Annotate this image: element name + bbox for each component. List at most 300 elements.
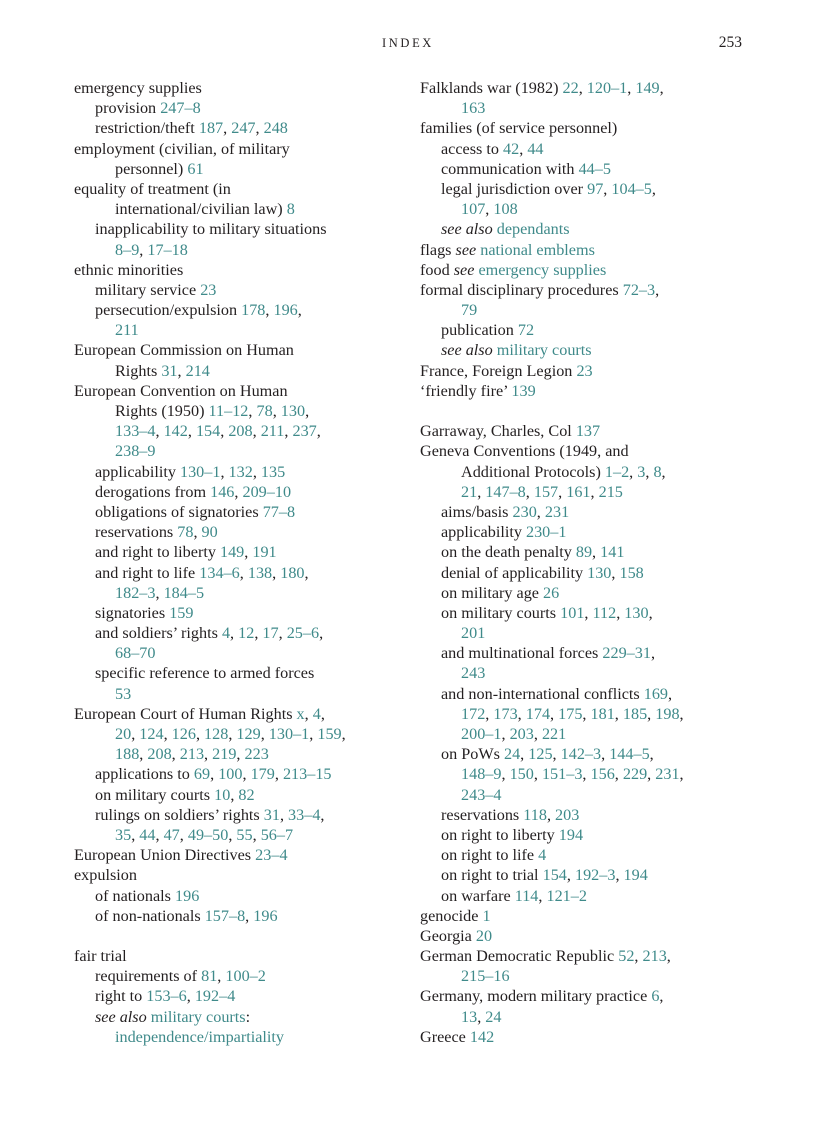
index-subentry <box>420 522 750 542</box>
page-reference[interactable]: 208 <box>228 422 253 441</box>
page-reference[interactable]: 231 <box>544 502 570 521</box>
page-reference[interactable]: emergency supplies <box>478 260 607 279</box>
page-reference[interactable]: 26 <box>543 583 560 602</box>
index-continuation <box>420 300 750 320</box>
page-reference[interactable]: 196 <box>273 301 298 320</box>
page-reference[interactable]: 120–1 <box>586 79 628 97</box>
entry-text: derogations from <box>95 482 211 501</box>
page-reference[interactable]: 42 <box>503 139 520 158</box>
page-reference[interactable]: 229–31 <box>602 644 651 663</box>
page-reference[interactable]: 159 <box>317 725 342 743</box>
see-also-label: see also <box>95 1007 147 1026</box>
page-reference[interactable]: 203 <box>555 805 580 824</box>
page-reference[interactable]: 151–3 <box>541 765 583 784</box>
index-subentry <box>74 805 404 825</box>
page-reference[interactable]: 142–3 <box>560 745 602 764</box>
page-reference[interactable]: 172 <box>461 704 486 723</box>
entry-text: , <box>316 422 321 441</box>
page-reference[interactable]: 10 <box>214 785 231 804</box>
page-reference[interactable]: 126 <box>171 725 196 743</box>
page-reference[interactable]: 219 <box>212 745 237 764</box>
page-reference[interactable]: 159 <box>169 603 194 622</box>
entry-text: applicability <box>441 523 526 542</box>
page-number: 253 <box>718 34 742 51</box>
entry-text: , <box>627 79 636 97</box>
index-subentry <box>74 623 404 643</box>
index-entry <box>74 260 404 280</box>
entry-text: , <box>584 603 593 622</box>
index-subentry <box>74 886 404 906</box>
page-reference[interactable]: 130 <box>624 603 649 622</box>
index-subentry <box>74 906 404 926</box>
index-subentry <box>74 563 404 583</box>
index-entry <box>420 240 750 260</box>
entry-text: , <box>647 765 656 784</box>
entry-text: , <box>179 825 188 844</box>
page-reference[interactable]: 130–1 <box>179 462 221 481</box>
index-entry <box>420 260 750 280</box>
page-reference[interactable]: 24 <box>485 1007 502 1026</box>
entry-text: , <box>661 462 666 481</box>
page-reference[interactable]: 141 <box>600 543 625 562</box>
page-reference[interactable]: 4 <box>312 704 321 723</box>
page-reference[interactable]: 231 <box>655 765 680 784</box>
page-reference[interactable]: 223 <box>244 745 269 764</box>
entry-text: applicability <box>95 462 180 481</box>
page-reference[interactable]: 175 <box>558 704 583 723</box>
page-reference[interactable]: military courts <box>496 341 592 360</box>
page-reference[interactable]: 72–3 <box>622 280 656 299</box>
page-reference[interactable]: 90 <box>201 523 218 542</box>
index-entry <box>420 118 750 138</box>
entry-text: , <box>163 725 172 743</box>
entry-text: rulings on soldiers’ rights <box>95 805 264 824</box>
page-reference[interactable]: 243–4 <box>461 785 502 804</box>
entry-text: international/civilian law) <box>115 200 287 219</box>
entry-text: : <box>245 1007 251 1026</box>
page-reference[interactable]: 82 <box>238 785 255 804</box>
entry-text: flags <box>420 240 456 259</box>
index-continuation <box>420 199 750 219</box>
page-reference[interactable]: 208 <box>147 745 172 764</box>
page-reference[interactable]: 142 <box>469 1027 495 1046</box>
page-reference[interactable]: 108 <box>493 200 518 219</box>
entry-text: , <box>195 725 205 743</box>
page-reference[interactable]: 150 <box>509 765 534 784</box>
entry-text: genocide <box>420 906 483 925</box>
page-reference[interactable]: 78 <box>256 402 273 420</box>
index-subentry <box>420 159 750 179</box>
entry-text: families (of service personnel) <box>420 119 618 138</box>
page-reference[interactable]: 213–15 <box>282 765 332 784</box>
page-reference[interactable]: 178 <box>241 301 266 320</box>
page-reference[interactable]: 248 <box>263 119 288 138</box>
entry-text: , <box>477 1007 486 1026</box>
page-reference[interactable]: 52 <box>618 947 635 966</box>
entry-text: , <box>228 825 237 844</box>
page-reference[interactable]: 12 <box>238 624 255 643</box>
index-continuation <box>420 623 750 643</box>
page-reference[interactable]: 3 <box>637 462 646 481</box>
page-reference[interactable]: 230–1 <box>525 523 567 542</box>
page-reference[interactable]: 149 <box>219 543 245 562</box>
page-reference[interactable]: dependants <box>496 220 570 239</box>
page-reference[interactable]: 13 <box>461 1007 478 1026</box>
index-continuation <box>420 482 750 502</box>
index-entry <box>74 78 404 98</box>
page-reference[interactable]: 77–8 <box>262 502 296 521</box>
page-reference[interactable]: 1 <box>482 906 491 925</box>
page-reference[interactable]: 23–4 <box>255 846 288 865</box>
entry-text: , <box>228 725 237 743</box>
letter-group-gap <box>74 926 404 946</box>
index-column-left <box>74 78 404 1047</box>
index-subentry <box>420 825 750 845</box>
page-reference[interactable]: 56–7 <box>260 825 294 844</box>
entry-text: Additional Protocols) <box>461 462 605 481</box>
page-reference[interactable]: 214 <box>185 361 210 380</box>
entry-text: Georgia <box>420 926 476 945</box>
entry-text: , <box>278 624 287 643</box>
index-subentry <box>420 886 750 906</box>
page-reference[interactable]: 49–50 <box>187 825 229 844</box>
page-reference[interactable]: 100–2 <box>225 967 266 986</box>
page-reference[interactable]: 47 <box>163 825 180 844</box>
page-reference[interactable]: 148–9 <box>461 765 502 784</box>
entry-text: , <box>304 704 313 723</box>
entry-text: employment (civilian, of military <box>74 139 290 158</box>
page-reference[interactable]: 17 <box>262 624 279 643</box>
page-reference[interactable]: 157–8 <box>204 906 246 925</box>
page-reference[interactable]: 68–70 <box>115 644 156 663</box>
index-entry <box>74 865 404 885</box>
entry-text: , <box>272 402 281 420</box>
index-entry <box>420 986 750 1006</box>
page-reference[interactable]: 128 <box>204 725 229 743</box>
page-reference[interactable]: 200–1 <box>461 725 502 743</box>
entry-text: , <box>304 563 309 582</box>
page-reference[interactable]: 188 <box>115 745 140 764</box>
entry-text: , <box>245 906 254 925</box>
page-reference[interactable]: 132 <box>228 462 253 481</box>
page-reference[interactable]: 23 <box>200 280 217 299</box>
page-reference[interactable]: 17–18 <box>147 240 188 259</box>
page-reference[interactable]: 20 <box>115 725 132 743</box>
entry-text: , <box>634 947 643 966</box>
page-reference[interactable]: 173 <box>493 704 518 723</box>
page-reference[interactable]: 229 <box>622 765 648 784</box>
page-reference[interactable]: 184–5 <box>163 583 205 602</box>
page-reference[interactable]: 154 <box>542 866 567 885</box>
page-reference[interactable]: 211 <box>115 321 139 340</box>
page-reference[interactable]: 104–5 <box>611 179 652 198</box>
page-reference[interactable]: 149 <box>635 79 660 97</box>
index-continuation <box>74 724 404 744</box>
index-subentry <box>74 966 404 986</box>
entry-text: , <box>279 805 289 824</box>
page-reference[interactable]: 44 <box>527 139 544 158</box>
entry-text: , <box>252 825 261 844</box>
page-reference[interactable]: 35 <box>115 825 132 844</box>
entry-text: right to <box>95 987 147 1006</box>
page-reference[interactable]: 72 <box>517 321 535 340</box>
entry-text: , <box>477 482 486 501</box>
index-continuation <box>420 663 750 683</box>
page-reference[interactable]: 79 <box>461 301 478 320</box>
entry-text: food <box>420 260 454 279</box>
page-reference[interactable]: 215 <box>598 482 623 501</box>
entry-text: , <box>614 704 623 723</box>
page-reference[interactable]: 158 <box>619 563 644 582</box>
page-reference[interactable]: 213 <box>179 745 205 764</box>
page-reference[interactable]: 157 <box>533 482 559 501</box>
page-reference[interactable]: 138 <box>247 563 273 582</box>
page-reference[interactable]: 124 <box>139 725 164 743</box>
page-reference[interactable]: 169 <box>643 684 669 703</box>
entry-text: , <box>210 765 219 784</box>
entry-text: , <box>520 745 529 764</box>
page-reference[interactable]: 112 <box>592 603 617 622</box>
page-reference[interactable]: 135 <box>260 462 286 481</box>
entry-text: , <box>320 704 325 723</box>
page-reference[interactable]: 198 <box>655 704 680 723</box>
page-reference[interactable]: 130–1 <box>268 725 310 743</box>
entry-text: , <box>305 402 310 420</box>
index-subentry <box>420 603 750 623</box>
index-subentry <box>74 1007 404 1027</box>
page-reference[interactable]: 144–5 <box>609 745 650 764</box>
page-reference[interactable]: 33–4 <box>288 805 321 824</box>
index-subentry <box>74 482 404 502</box>
page-reference[interactable]: 25–6 <box>286 624 320 643</box>
page-reference[interactable]: 44–5 <box>578 159 611 178</box>
index-entry <box>74 179 404 199</box>
page-reference[interactable]: 22 <box>562 79 579 97</box>
page-reference[interactable]: 4 <box>221 624 231 643</box>
page-reference[interactable]: 1–2 <box>604 462 630 481</box>
index-continuation <box>420 462 750 482</box>
entry-text: European Union Directives <box>74 846 256 865</box>
page-reference[interactable]: 61 <box>187 159 204 178</box>
index-subentry <box>74 462 404 482</box>
page-reference[interactable]: 69 <box>193 765 211 784</box>
page-reference[interactable]: 53 <box>115 684 132 703</box>
entry-text: , <box>248 402 257 420</box>
page-reference[interactable]: 125 <box>528 745 553 764</box>
page-reference[interactable]: 21 <box>461 482 478 501</box>
index-subentry <box>74 502 404 522</box>
entry-text: , <box>679 765 684 784</box>
index-continuation <box>74 684 404 704</box>
index-continuation <box>420 785 750 805</box>
entry-text: , <box>186 987 195 1006</box>
entry-text: , <box>297 301 302 320</box>
entry-text: personnel) <box>115 159 188 178</box>
entry-text: , <box>582 704 591 723</box>
page-reference[interactable]: 230 <box>512 502 537 521</box>
page-reference[interactable]: 8–9 <box>115 240 140 259</box>
page-reference[interactable]: 237 <box>292 422 317 441</box>
page-reference[interactable]: 133–4 <box>115 422 156 441</box>
page-reference[interactable]: 163 <box>461 99 486 118</box>
entry-text: , <box>533 765 542 784</box>
page-reference[interactable]: 174 <box>525 704 551 723</box>
entry-text: , <box>578 79 587 97</box>
page-reference[interactable]: 201 <box>461 624 486 643</box>
entry-text: on military age <box>441 583 544 602</box>
entry-text: , <box>582 765 591 784</box>
entry-text: on right to liberty <box>441 825 559 844</box>
page-reference[interactable]: 8 <box>653 462 662 481</box>
page-reference[interactable]: 31 <box>161 361 178 380</box>
page-reference[interactable]: 8 <box>286 200 295 219</box>
page-reference[interactable]: 23 <box>576 361 593 380</box>
index-continuation <box>74 320 404 340</box>
page-reference[interactable]: 44 <box>139 825 156 844</box>
index-subentry <box>420 845 750 865</box>
entry-text: , <box>616 603 625 622</box>
entry-text: specific reference to armed forces <box>95 664 315 683</box>
entry-text: , <box>252 422 261 441</box>
entry-text: , <box>601 745 610 764</box>
entry-text: , <box>603 179 612 198</box>
index-continuation <box>74 361 404 381</box>
page-reference[interactable]: 134–6 <box>199 563 240 582</box>
entry-text: , <box>155 583 164 602</box>
page-reference[interactable]: 130 <box>280 402 306 420</box>
entry-text: , <box>614 765 623 784</box>
page-reference[interactable]: 78 <box>177 523 194 542</box>
page-reference[interactable]: 146 <box>210 482 235 501</box>
running-header <box>74 36 742 58</box>
page-reference[interactable]: 192–4 <box>194 987 236 1006</box>
entry-text: restriction/theft <box>95 119 199 138</box>
page-reference[interactable]: 137 <box>575 422 601 441</box>
page-reference[interactable]: 118 <box>523 805 547 824</box>
page-reference[interactable]: 100 <box>218 765 243 784</box>
page-reference[interactable]: 196 <box>175 886 200 905</box>
page-reference[interactable]: 211 <box>260 422 285 441</box>
page-reference[interactable]: 179 <box>250 765 275 784</box>
page-reference[interactable]: 215–16 <box>461 967 510 986</box>
page-reference[interactable]: 130 <box>587 563 612 582</box>
page-reference[interactable]: 11–12 <box>208 402 249 420</box>
page-reference[interactable]: 55 <box>236 825 253 844</box>
page-reference[interactable]: 24 <box>503 745 521 764</box>
entry-text: German Democratic Republic <box>420 947 619 966</box>
page-reference[interactable]: 161 <box>566 482 591 501</box>
page-reference[interactable]: 187 <box>198 119 224 138</box>
index-subentry <box>74 542 404 562</box>
page-reference[interactable]: 194 <box>558 825 584 844</box>
entry-text: inapplicability to military situations <box>95 220 327 239</box>
page-reference[interactable]: 192–3 <box>574 866 616 885</box>
entry-text: Geneva Conventions (1949, and <box>420 442 629 461</box>
entry-text: and multinational forces <box>441 644 603 663</box>
page-reference[interactable]: 180 <box>280 563 305 582</box>
page-reference[interactable]: 81 <box>201 967 218 986</box>
page-reference[interactable]: 209–10 <box>242 482 292 501</box>
page-reference[interactable]: 89 <box>575 543 593 562</box>
page-reference[interactable]: 101 <box>560 603 585 622</box>
page-reference[interactable]: 97 <box>587 179 604 198</box>
page-reference[interactable]: 203 <box>509 725 534 743</box>
entry-text: , <box>265 301 274 320</box>
page-reference[interactable]: national emblems <box>480 240 595 259</box>
page-reference[interactable]: 139 <box>511 381 536 400</box>
page-reference[interactable]: 191 <box>252 543 277 562</box>
index-subentry <box>74 986 404 1006</box>
entry-text: , <box>309 725 318 743</box>
page-reference[interactable]: 147–8 <box>485 482 526 501</box>
page-reference[interactable]: 247–8 <box>160 99 201 118</box>
entry-text: , <box>254 624 263 643</box>
index-subentry <box>74 219 404 239</box>
page-reference[interactable]: 154 <box>195 422 221 441</box>
index-subentry <box>420 502 750 522</box>
page-reference[interactable]: 185 <box>622 704 648 723</box>
page-reference[interactable]: 196 <box>253 906 278 925</box>
page-reference[interactable]: 31 <box>263 805 280 824</box>
entry-text: Greece <box>420 1027 470 1046</box>
entry-text: on warfare <box>441 886 515 905</box>
page-reference[interactable]: military courts <box>150 1007 246 1026</box>
page-reference[interactable]: 156 <box>590 765 615 784</box>
index-subentry <box>420 684 750 704</box>
entry-text: , <box>131 825 140 844</box>
entry-text: of nationals <box>95 886 176 905</box>
index-entry <box>74 340 404 360</box>
page-reference[interactable]: 4 <box>538 846 547 865</box>
see-also-label: see <box>453 260 475 279</box>
entry-text: on military courts <box>95 785 215 804</box>
index-entry <box>74 381 404 401</box>
page-reference[interactable]: 142 <box>163 422 188 441</box>
index-column-right <box>420 78 750 1047</box>
page-reference[interactable]: 114 <box>514 886 539 905</box>
entry-text: reservations <box>95 523 178 542</box>
entry-text: , <box>666 947 671 966</box>
entry-text: , <box>679 704 684 723</box>
entry-text: emergency supplies <box>74 79 202 97</box>
entry-text: access to <box>441 139 504 158</box>
page-reference[interactable]: 243 <box>461 664 486 683</box>
entry-text: , <box>220 462 229 481</box>
page-reference[interactable]: 238–9 <box>115 442 156 461</box>
index-subentry <box>74 663 404 683</box>
page-reference[interactable]: 107 <box>461 200 486 219</box>
running-head-title: INDEX <box>382 36 434 50</box>
index-continuation <box>74 240 404 260</box>
page-reference[interactable]: 129 <box>236 725 261 743</box>
index-subentry <box>74 603 404 623</box>
page-reference[interactable]: independence/impartiality <box>115 1027 285 1046</box>
page-reference[interactable]: 181 <box>590 704 615 723</box>
page-reference[interactable]: 221 <box>541 725 567 743</box>
page-reference[interactable]: 182–3 <box>115 583 156 602</box>
entry-text: fair trial <box>74 947 127 966</box>
page-reference[interactable]: 153–6 <box>146 987 187 1006</box>
page-reference[interactable]: 20 <box>475 926 493 945</box>
page-reference[interactable]: 121–2 <box>546 886 587 905</box>
page-reference[interactable]: 194 <box>623 866 648 885</box>
page-reference[interactable]: x <box>296 704 305 723</box>
entry-text: , <box>659 987 664 1006</box>
page-reference[interactable]: 213 <box>642 947 667 966</box>
page-reference[interactable]: 247 <box>231 119 256 138</box>
page-reference[interactable]: 6 <box>651 987 660 1006</box>
entry-text: , <box>546 805 556 824</box>
